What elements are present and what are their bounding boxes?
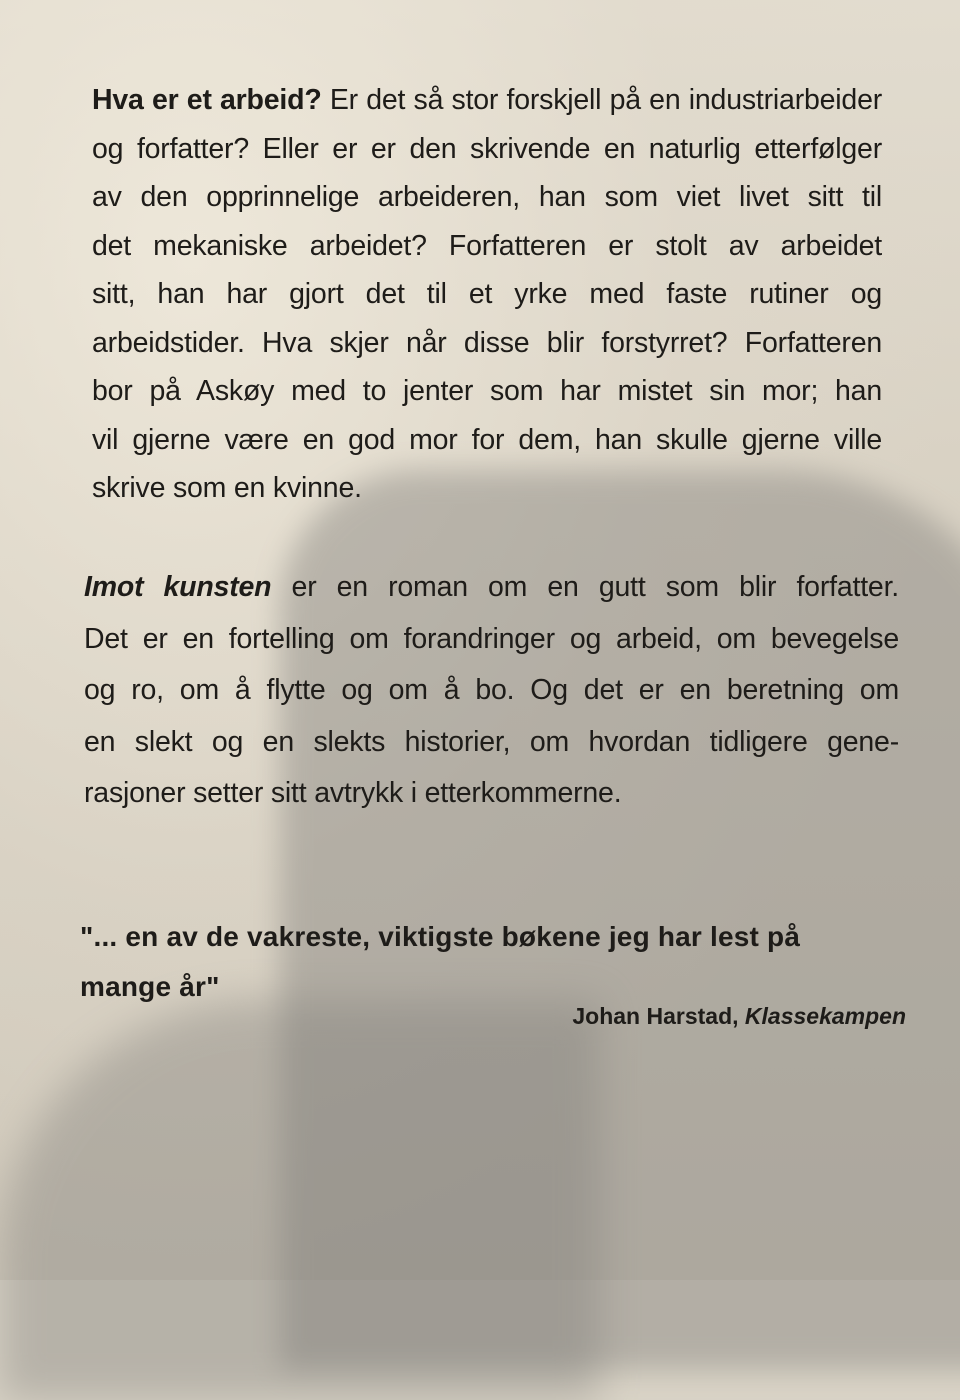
description-paragraph-1 (92, 76, 882, 513)
text-line: skrive som en kvinne. (92, 472, 362, 504)
quote-line: mange år" (80, 971, 220, 1002)
text-line: en slekt og en slekts historier, om hvordan tidligere gene- (84, 725, 899, 758)
review-quote (80, 912, 880, 1012)
text-line: rasjoner setter sitt avtrykk i etterkommerne. (84, 777, 622, 809)
publication-name: Klassekampen (744, 1003, 906, 1029)
text-line (84, 562, 899, 614)
text-line: og ro, om å flytte og om å bo. Og det er en beretning om (84, 674, 899, 706)
text-line: bor på Askøy med to jenter som har mistet sin mor; han (92, 375, 882, 407)
text-line: av den opprinnelige arbeideren, han som viet livet sitt til (92, 181, 882, 213)
text-line: det mekaniske arbeidet? Forfatteren er stolt av arbeidet (92, 229, 882, 262)
line-text: er en roman om en gutt som blir forfatter. (271, 571, 899, 603)
text-line: Det er en fortelling om forandringer og arbeid, om bevegelse (84, 622, 899, 655)
book-title: Imot kunsten (84, 571, 272, 603)
paragraph-lead-question: Hva er et arbeid? (92, 84, 322, 116)
description-paragraph-2 (84, 562, 899, 820)
line-text: Er det så stor forskjell på en industriarbeider (321, 84, 883, 116)
text-line: arbeidstider. Hva skjer når disse blir forstyrret? Forfatteren (92, 326, 882, 359)
quote-line: "... en av de vakreste, viktigste bøkene jeg har lest på (80, 921, 801, 952)
reviewer-name: Johan Harstad, (572, 1003, 745, 1029)
text-line (92, 76, 882, 125)
text-line: sitt, han har gjort det til et yrke med faste rutiner og (92, 278, 882, 310)
text-line: og forfatter? Eller er er den skrivende en naturlig etterfølger (92, 132, 882, 165)
quote-attribution (572, 1003, 906, 1030)
text-line: vil gjerne være en god mor for dem, han skulle gjerne ville (92, 423, 882, 456)
